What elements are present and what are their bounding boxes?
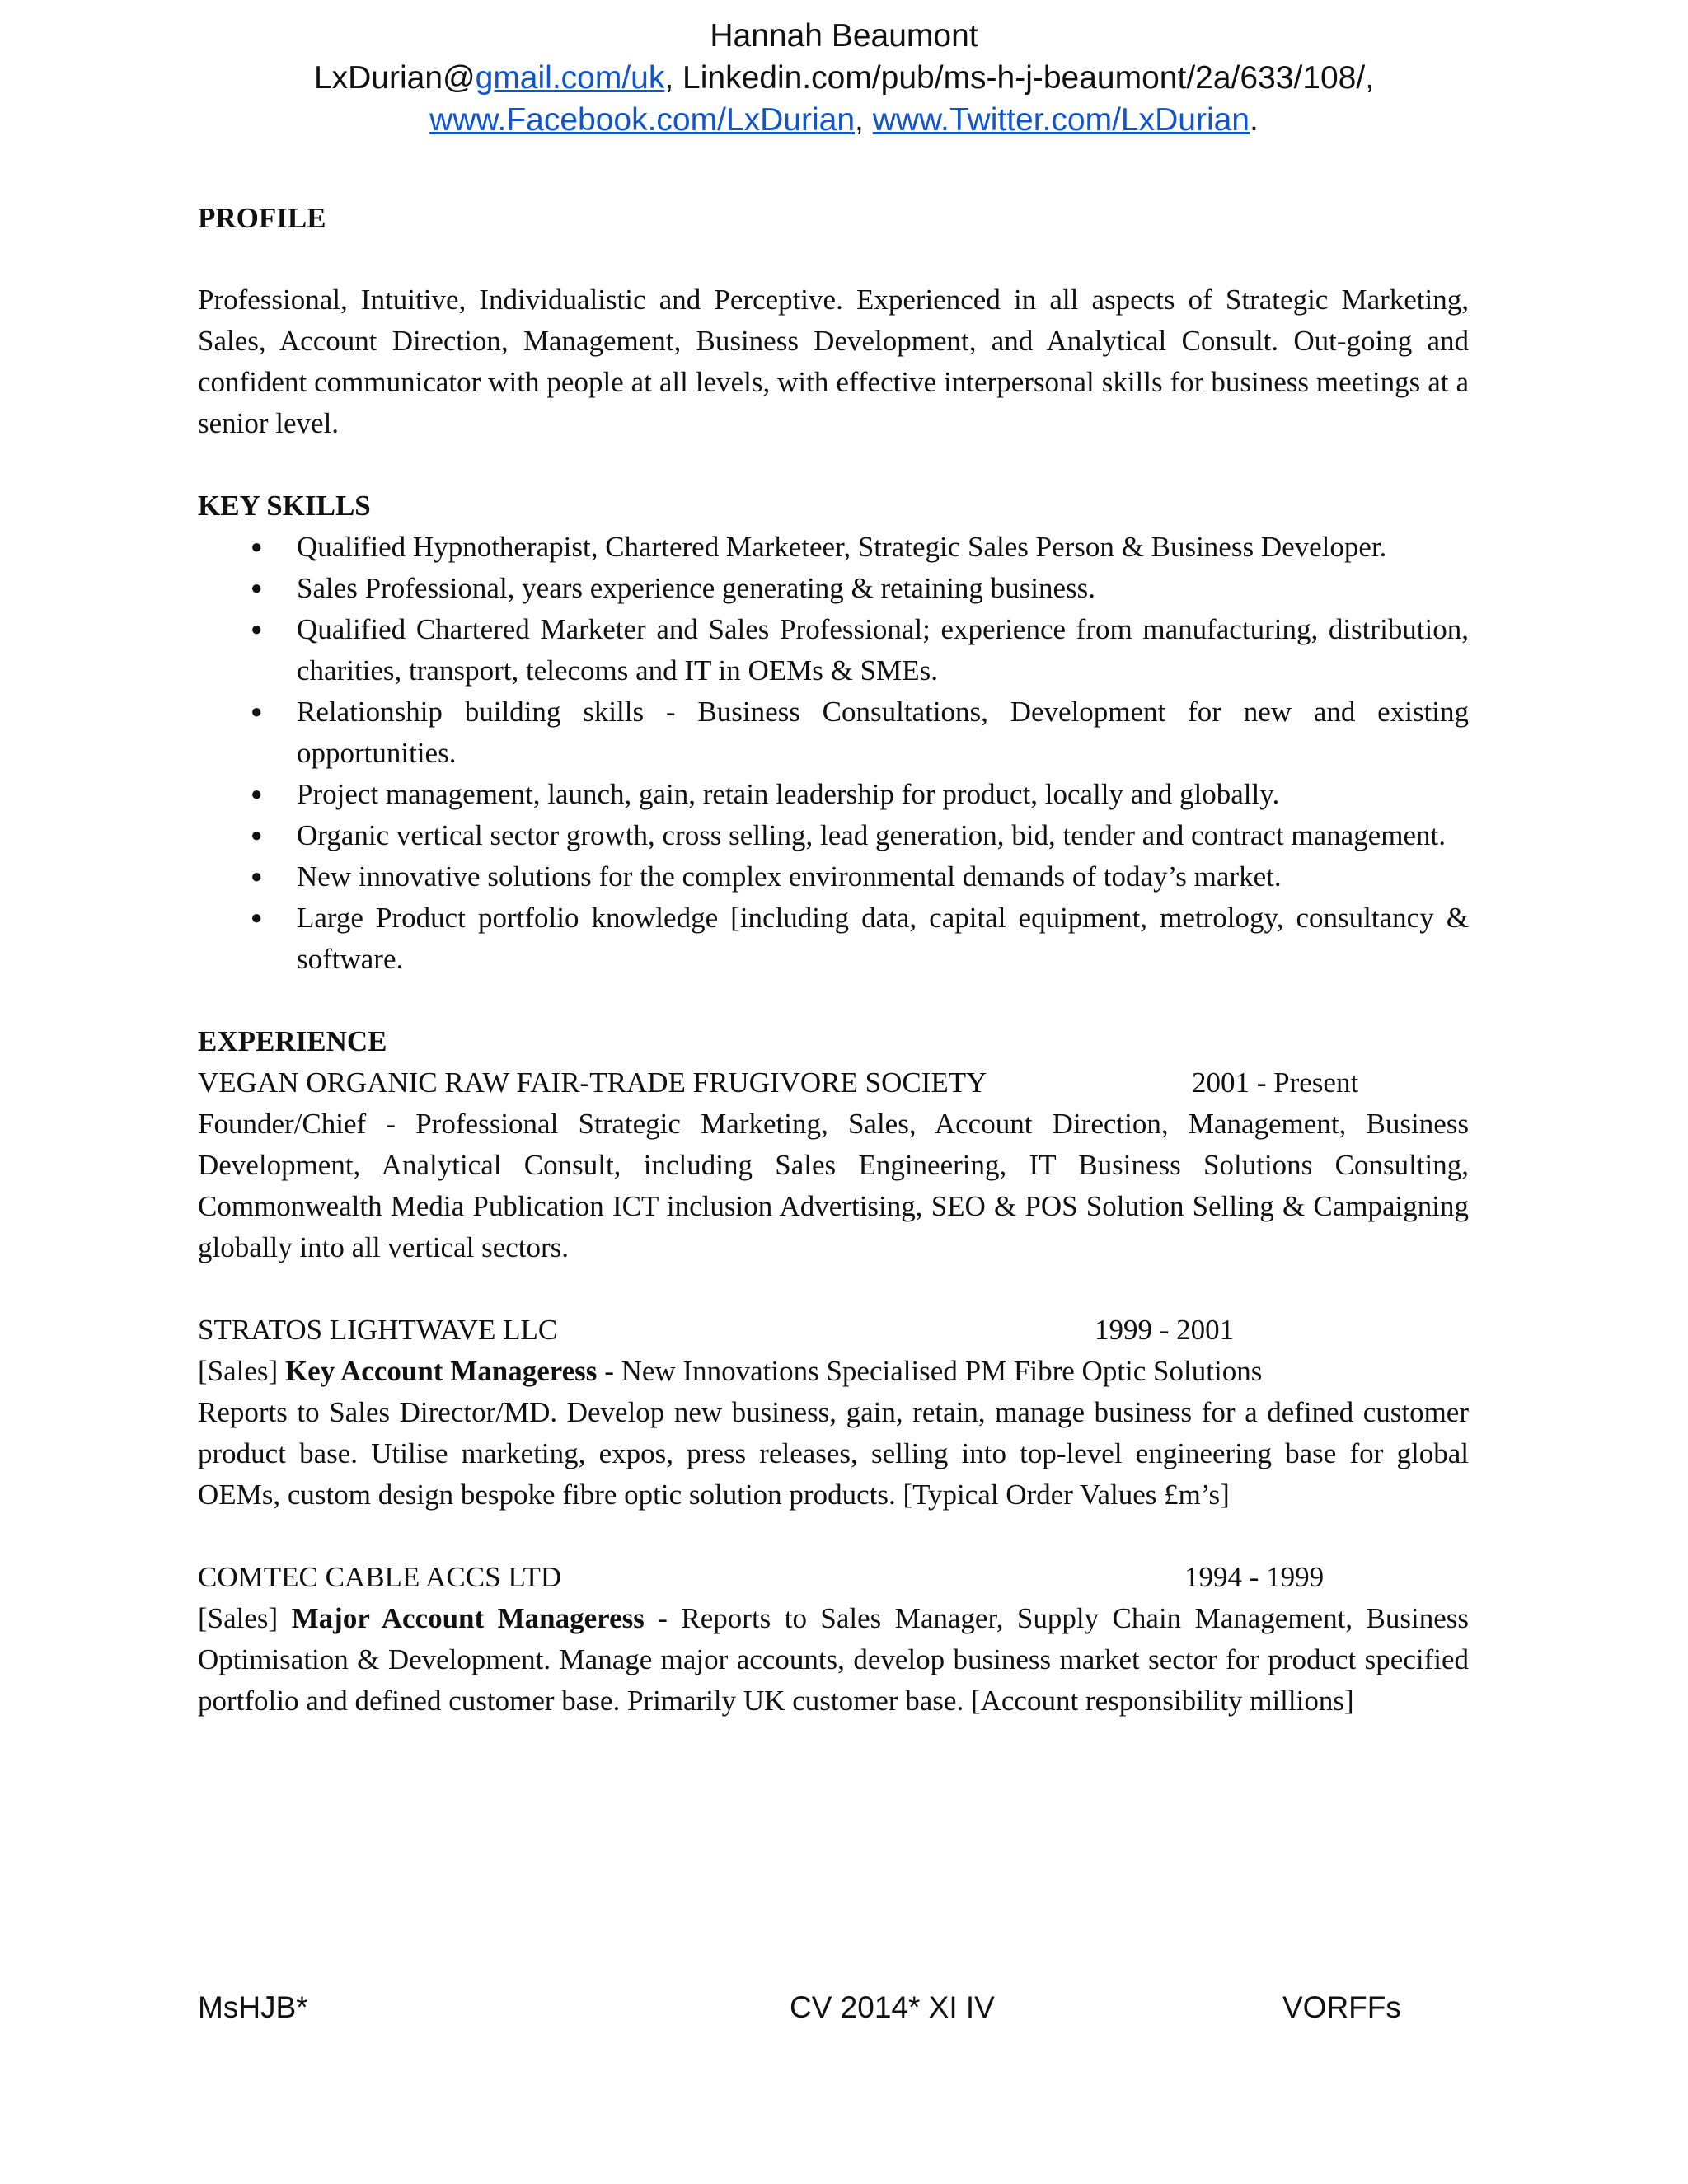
list-item: ● Organic vertical sector growth, cross selling, lead generation, bid, tender and contract management. [198,815,1469,856]
email-link[interactable]: gmail.com/uk [475,60,665,96]
job-title-suffix: - New Innovations Specialised PM Fibre Optic Solutions [597,1355,1263,1387]
list-item: ● Qualified Chartered Marketer and Sales Professional; experience from manufacturing, distribution, charities, transport, telecoms and IT in OEMs & SMEs. [198,609,1469,691]
job-description [198,1598,1469,1722]
bullet-icon: ● [251,578,263,599]
job-header [198,1557,1469,1598]
contact-line-1 [0,57,1688,99]
job-description: Reports to Sales Director/MD. Develop new business, gain, retain, manage business for a defined customer product base. Utilise marketing, expos, press releases, selling into top-level engineering base for global OEMs, custom design bespoke fibre optic solution products. [Typical Order Values £m’s] [198,1396,1469,1511]
list-item: ● Project management, launch, gain, retain leadership for product, locally and globally. [198,774,1469,815]
bullet-icon: ● [251,907,263,929]
footer-left: MsHJB* [198,1990,308,2024]
experience-heading: EXPERIENCE [198,1025,387,1057]
profile-heading: PROFILE [198,202,326,234]
facebook-link[interactable]: www.Facebook.com/LxDurian [429,102,856,138]
profile-text: Professional, Intuitive, Individualistic and Perceptive. Experienced in all aspects of Strategic Marketing, Sales, Account Direction, Management, Business Development, and Analytical Consult. Out-going and confident communicator with people at all levels, with effective interpersonal skills for business meetings at a senior level. [198,284,1469,439]
job-header [198,1062,1469,1104]
list-item: ● Sales Professional, years experience generating & retaining business. [198,568,1469,609]
job-dates: 1999 - 2001 [1095,1314,1235,1346]
skills-heading: KEY SKILLS [198,490,371,522]
footer-center: CV 2014* XI IV [790,1990,995,2024]
job-entry-3 [198,1557,1469,1722]
bullet-icon: ● [251,866,263,888]
job-title-suffix: - Reports to Sales Manager, Supply Chain Management, Business Optimisation & Development. Manage major accounts, develop business market sector for product specified portfolio and defined customer base. Primarily UK customer base. [Account responsibility millions] [198,1602,1469,1717]
separator-comma: , [855,102,873,138]
job-description: Founder/Chief - Professional Strategic Marketing, Sales, Account Direction, Management, Business Development, Analytical Consult, including Sales Engineering, IT Business Solutions Consulting, Commonwealth Media Publication ICT inclusion Advertising, SEO & POS Solution Selling & Campaigning globally into all vertical sectors. [198,1108,1469,1263]
bullet-icon: ● [251,825,263,846]
candidate-name: Hannah Beaumont [710,18,978,54]
contact-header [0,15,1688,141]
company-name: VEGAN ORGANIC RAW FAIR-TRADE FRUGIVORE SOCIETY [198,1066,987,1099]
job-dates: 1994 - 1999 [1184,1561,1325,1593]
job-dates: 2001 - Present [1192,1066,1359,1099]
email-prefix: LxDurian@ [313,60,476,96]
job-header [198,1310,1469,1351]
job-entry-2 [198,1310,1469,1516]
list-item: ● Relationship building skills - Business Consultations, Development for new and existing opportunities. [198,691,1469,774]
list-item: ● New innovative solutions for the complex environmental demands of today’s market. [198,856,1469,898]
skills-list [198,527,1469,980]
job-prefix: [Sales] [198,1602,292,1634]
bullet-icon: ● [251,784,263,805]
twitter-link[interactable]: www.Twitter.com/LxDurian [872,102,1250,138]
linkedin-text: , Linkedin.com/pub/ms-h-j-beaumont/2a/633/108/, [664,60,1375,96]
contact-line-2 [0,99,1688,141]
company-name: STRATOS LIGHTWAVE LLC [198,1314,558,1346]
job-title-line [198,1351,1469,1392]
list-item: ● Qualified Hypnotherapist, Chartered Marketeer, Strategic Sales Person & Business Developer. [198,527,1469,568]
period: . [1250,102,1259,138]
company-name: COMTEC CABLE ACCS LTD [198,1561,562,1593]
job-title: Key Account Manageress [284,1355,598,1387]
list-item: ● Large Product portfolio knowledge [including data, capital equipment, metrology, consultancy & software. [198,898,1469,980]
footer-right: VORFFs [1282,1990,1401,2024]
job-entry-1 [198,1062,1469,1268]
bullet-icon: ● [251,701,263,723]
job-prefix: [Sales] [198,1355,285,1387]
cv-body [198,198,1469,1722]
bullet-icon: ● [251,537,263,558]
bullet-icon: ● [251,619,263,640]
job-title: Major Account Manageress [291,1602,645,1634]
